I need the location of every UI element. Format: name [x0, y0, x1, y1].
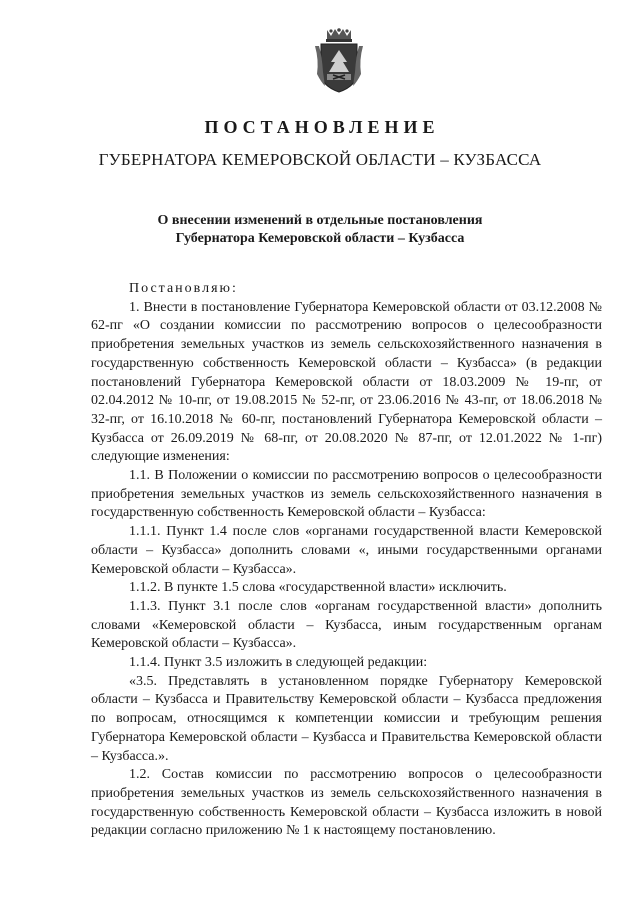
paragraph-1-1-4: 1.1.4. Пункт 3.5 изложить в следующей редакции: — [129, 655, 428, 671]
heading-line-2: Губернатора Кемеровской области – Кузбасса — [175, 231, 465, 246]
issuer-title: ГУБЕРНАТОРА КЕМЕРОВСКОЙ ОБЛАСТИ – КУЗБАССА — [98, 150, 542, 169]
paragraph-1-2: 1.2. Состав комиссии по рассмотрению вопросов о целесообразности приобретения земельных участков из земель сельскохозяйственного назначения в государственную собственность Кемеровской области – Кузбасса изложить в новой редакции согласно приложению № 1 к настоящему постановлению. — [91, 767, 602, 839]
paragraph-1-1: 1.1. В Положении о комиссии по рассмотрению вопросов о целесообразности приобретения земельных участков из земель сельскохозяйственного назначения в государственную собственность Кемеровской области – Кузбасса: — [91, 468, 602, 521]
heading-line-1: О внесении изменений в отдельные постановления — [157, 213, 483, 228]
coat-of-arms-icon — [313, 26, 365, 94]
paragraph-1-1-2: 1.1.2. В пункте 1.5 слова «государственной власти» исключить. — [129, 580, 507, 596]
paragraph-1: 1. Внести в постановление Губернатора Кемеровской области от 03.12.2008 № 62-пг «О создании комиссии по рассмотрению вопросов о целесообразности приобретения земельных участков из земель сельскохозяйственного назначения в государственную собственность Кемеровской области – Кузбасса» (в редакции постановлений Губернатора Кемеровской области от 18.03.2009 № 19-пг, от 02.04.2012 № 10-пг, от 19.08.2015 № 52-пг, от 23.06.2016 № 43-пг, от 18.06.2018 № 32-пг, от 16.10.2018 № 60-пг, постановлений Губернатора Кемеровской области – Кузбасса от 26.09.2019 № 68-пг, от 20.08.2020 № 87-пг, от 12.01.2022 № 1-пг) следующие изменения: — [91, 299, 602, 465]
intro-text: Постановляю: — [129, 281, 238, 296]
paragraph-1-1-3: 1.1.3. Пункт 3.1 после слов «органам государственной власти» дополнить словами «Кемеровской области – Кузбасса, иным государственным органам Кемеровской области – Кузбасса». — [91, 598, 602, 652]
document-body — [91, 280, 602, 841]
document-heading — [0, 212, 640, 248]
document-title: ПОСТАНОВЛЕНИЕ — [204, 117, 440, 137]
paragraph-quote-3-5: «3.5. Представлять в установленном порядке Губернатору Кемеровской области – Кузбасса и Правительству Кемеровской области – Кузбасса предложения по вопросам, относящимся к компетенции комиссии и требующим решения Губернатора Кемеровской области – Кузбасса и Правительства Кемеровской области – Кузбасса.». — [91, 673, 602, 764]
paragraph-1-1-1: 1.1.1. Пункт 1.4 после слов «органами государственной власти Кемеровской области – Кузбасса» дополнить словами «, иными государственными органами Кемеровской области – Кузбасса». — [91, 524, 602, 577]
